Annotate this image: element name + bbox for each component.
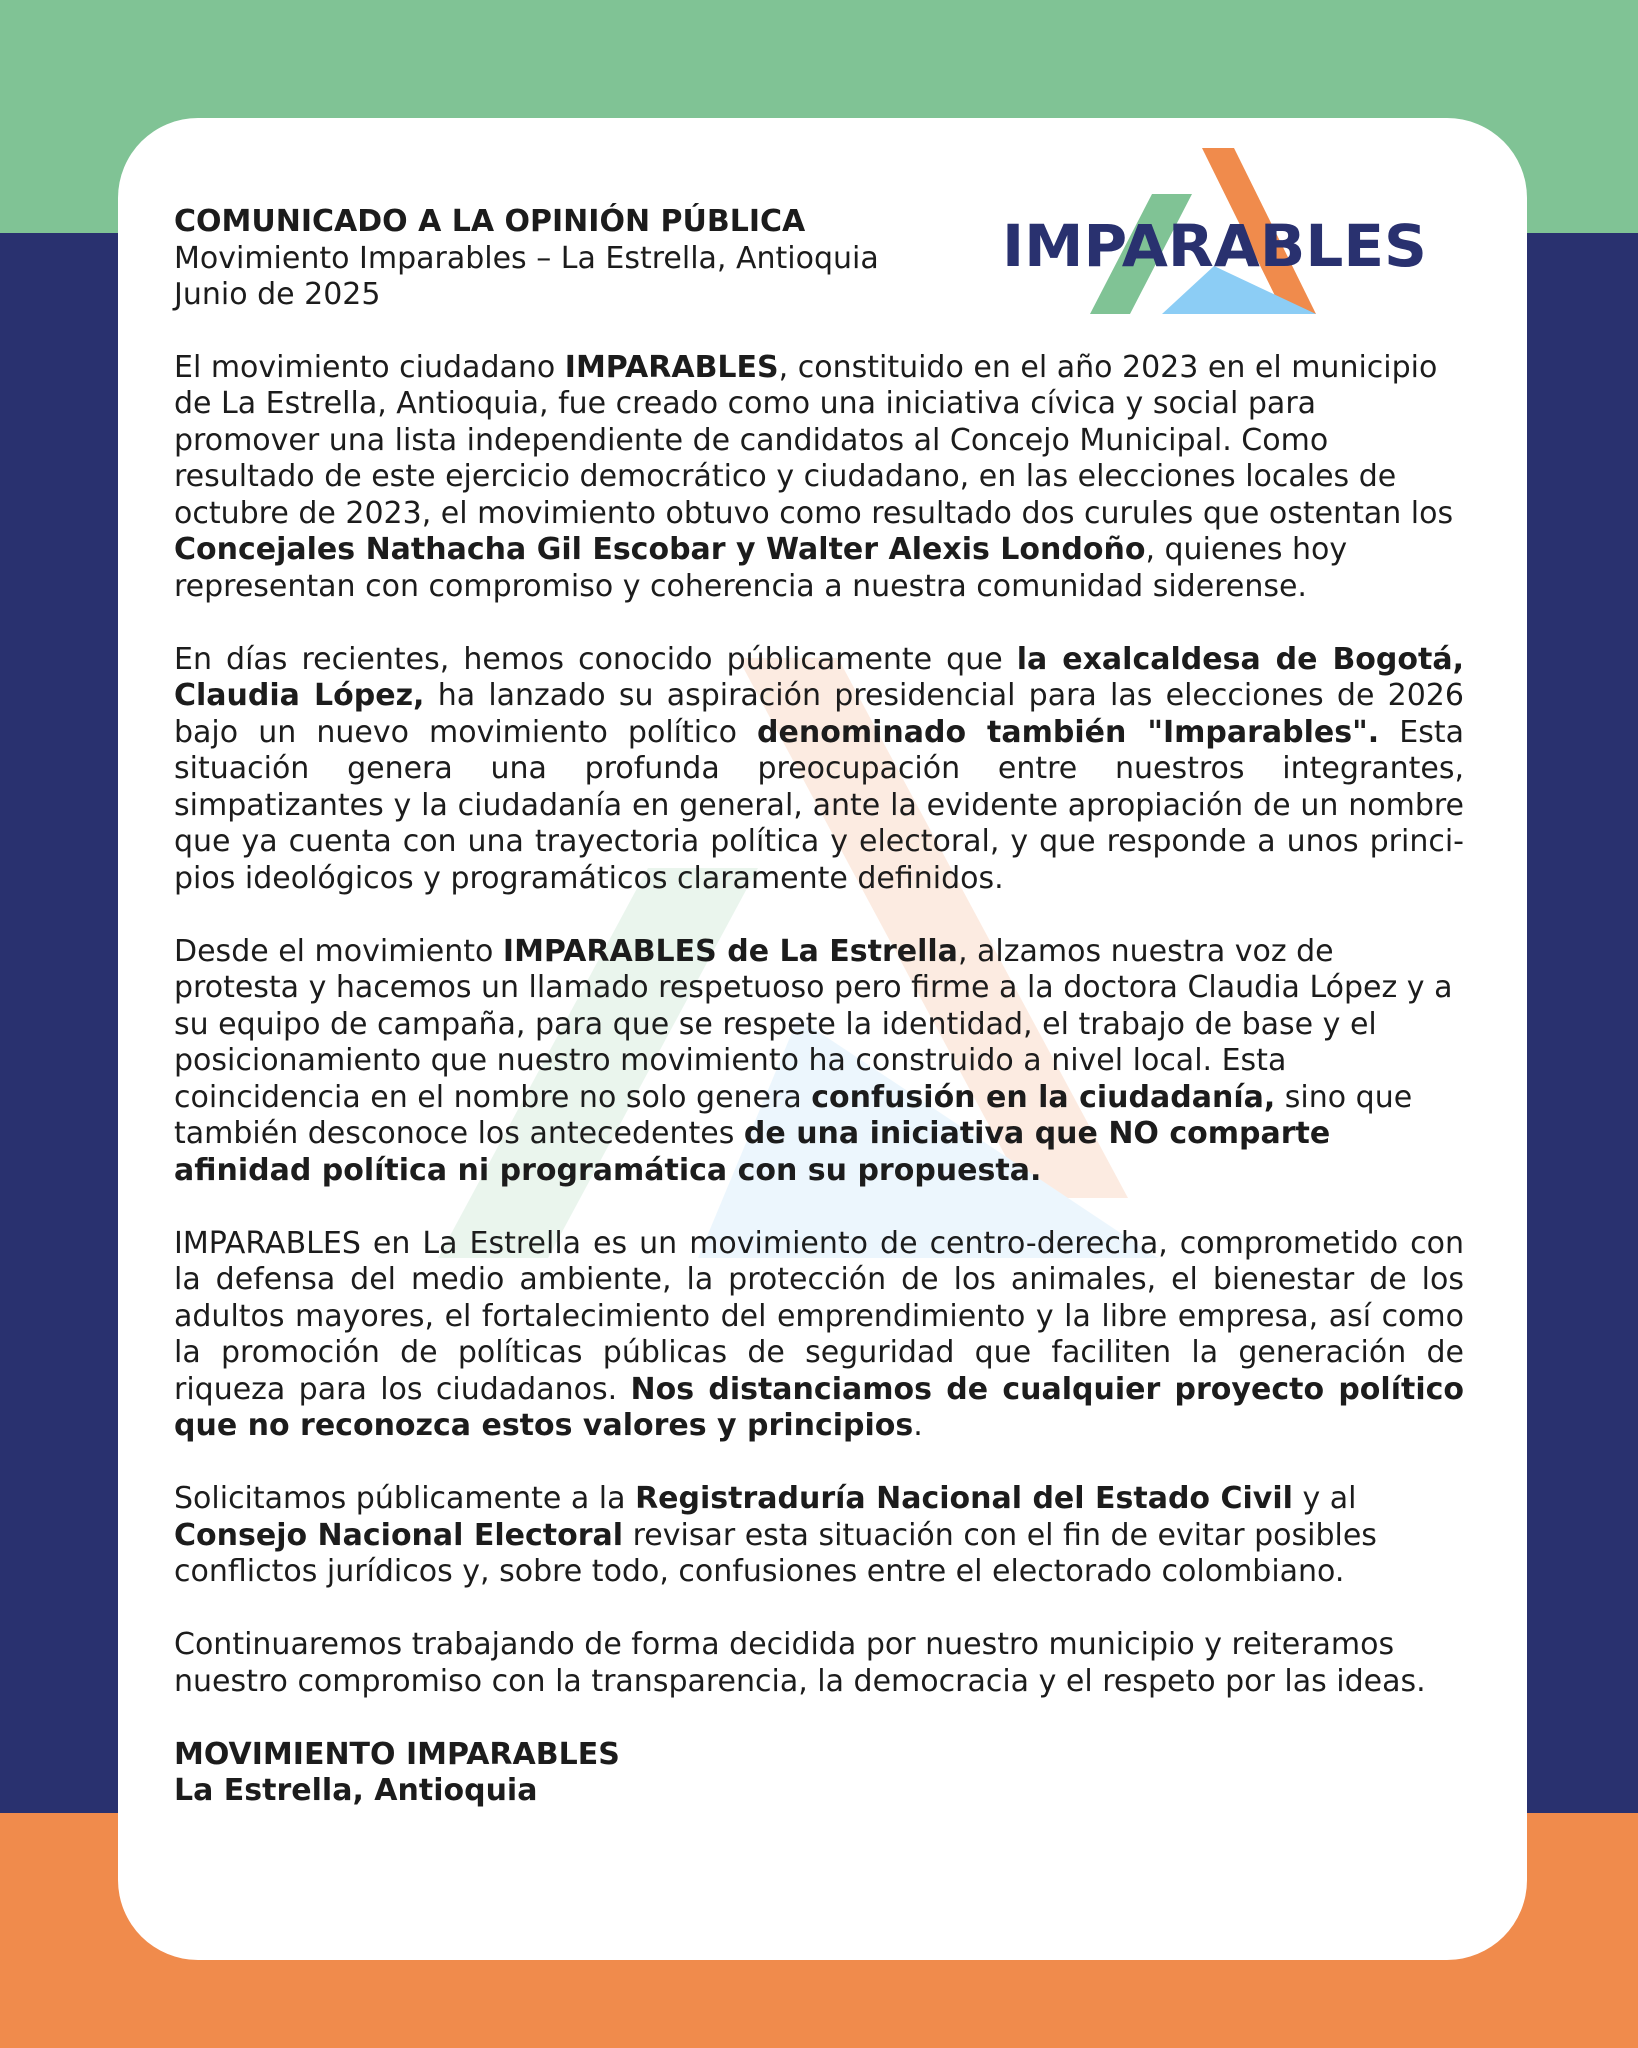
body-paragraph — [174, 642, 1464, 898]
bold-text: Nos distanciamos de cualquier proyecto político que no reconozca estos valores y principios — [174, 1371, 1464, 1443]
body-text: Esta situación genera una profunda preocupación entre nuestros integrantes, simpatizantes y la ciudadanía en general, ante la evidente apropiación de un nombre que ya cuenta con una trayectoria política y electoral, y que responde a unos principios ideológicos y programáticos claramente definidos. — [174, 714, 1464, 896]
bold-text: confusión en la ciudadanía, — [811, 1079, 1276, 1115]
body-text: , alzamos nuestra voz de protesta y hacemos un llamado respetuoso pero firme a la doctora Claudia López y a su equipo de campaña, para que se respete la identidad, el trabajo de base y el posicionamiento que nuestro movimiento ha construido a nivel local. Esta coincidencia en el nombre no solo genera — [174, 933, 1453, 1115]
body-paragraph — [174, 1226, 1464, 1445]
statement-subtitle: Movimiento Imparables – La Estrella, Antioquia — [174, 240, 879, 276]
bold-text: de una iniciativa que NO comparte afinidad política ni programática con su propuesta. — [174, 1116, 1331, 1188]
bold-text: la exalcaldesa de Bogotá, Claudia López, — [174, 641, 1464, 713]
body-text: Continuaremos trabajando de forma decidida por nuestro municipio y reiteramos nuestro compromiso con la transparencia, la democracia y el respeto por las ideas. — [174, 1627, 1426, 1699]
statement-body — [174, 350, 1464, 1701]
bold-text: Consejo Nacional Electoral — [174, 1517, 624, 1553]
body-text: y al — [1292, 1481, 1357, 1516]
body-text: . — [913, 1408, 923, 1443]
header-block — [174, 204, 1464, 314]
statement-content — [174, 204, 1464, 1810]
statement-card — [118, 118, 1527, 1960]
body-text: En días recientes, hemos conocido públicamente que — [174, 641, 1017, 677]
bold-text: IMPARABLES de La Estrella — [502, 933, 958, 969]
bold-text: IMPARABLES — [564, 349, 779, 385]
statement-title: COMUNICADO A LA OPINIÓN PÚBLICA — [174, 204, 806, 239]
body-text: sino que también desconoce los antecedentes — [174, 1079, 1413, 1151]
body-text: ha lanzado su aspiración presidencial para las elecciones de 2026 bajo un nuevo movimiento político — [174, 678, 1464, 750]
statement-date: Junio de 2025 — [174, 277, 381, 312]
signature-organization: MOVIMIENTO IMPARABLES — [174, 1736, 620, 1772]
body-text: Desde el movimiento — [174, 933, 503, 969]
body-paragraph — [174, 934, 1464, 1190]
body-text: IMPARABLES en La Estrella es un movimiento de centro-derecha, comprometido con la defensa del medio ambiente, la protección de los animales, el bienestar de los adultos mayores, el fortalecimiento del emprendimiento y la libre empresa, así como la promoción de políticas públicas de seguridad que faciliten la generación de riqueza para los ciudadanos. — [174, 1225, 1464, 1407]
body-text: El movimiento ciudadano — [174, 349, 565, 385]
body-paragraph — [174, 350, 1464, 606]
bold-text: Registraduría Nacional del Estado Civil — [635, 1481, 1293, 1516]
bold-text: Concejales Nathacha Gil Escobar y Walter Alexis Londoño — [174, 532, 1146, 567]
body-text: revisar esta situación con el fin de evitar posibles conflictos jurídicos y, sobre todo, confusiones entre el electorado colombiano. — [174, 1517, 1377, 1589]
signature-location: La Estrella, Antioquia — [174, 1773, 538, 1808]
logo-wordmark: IMPARABLES — [1002, 212, 1427, 280]
body-paragraph — [174, 1481, 1464, 1591]
body-paragraph — [174, 1627, 1464, 1700]
body-text: , constituido en el año 2023 en el municipio de La Estrella, Antioquia, fue creado como una iniciativa cívica y social para promover una lista independiente de candidatos al Concejo Municipal. Como resultado de este ejercicio democrático y ciudadano, en las elecciones locales de octubre de 2023, el movimiento obtuvo como resultado dos curules que ostentan los — [174, 349, 1454, 531]
body-text: Solicitamos públicamente a la — [174, 1481, 636, 1516]
signature-block — [174, 1737, 1464, 1810]
bold-text: denominado también "Imparables". — [757, 714, 1380, 750]
body-text: , quienes hoy representan con compromiso y coherencia a nuestra comunidad siderense. — [174, 532, 1348, 604]
